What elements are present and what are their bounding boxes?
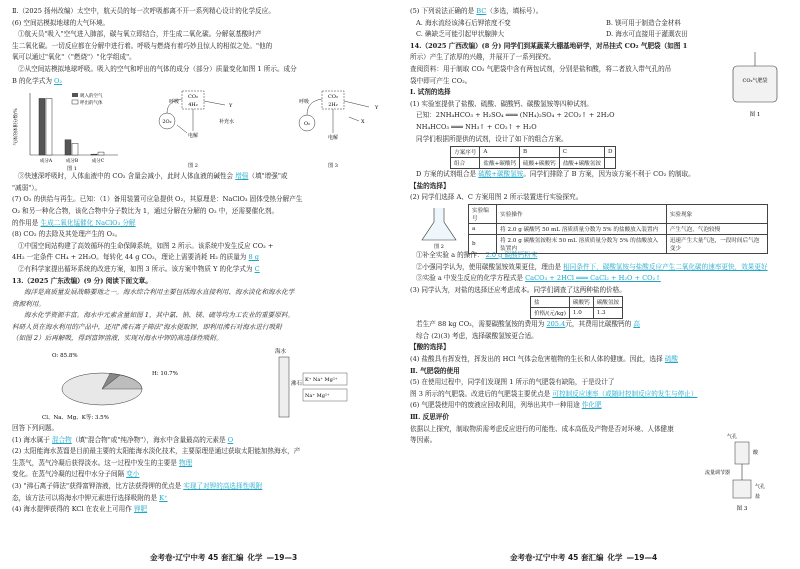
legend-swatch-2 bbox=[72, 100, 78, 104]
text-line: 查阅资料：用于制取 CO₂ 气肥袋中含有两包试剂，分别是盐和酸，将二者放入带气孔的吊 bbox=[410, 64, 672, 73]
bar-chart bbox=[12, 87, 122, 171]
text-line: (3) 同学认为，对盐的选择还应考虑成本。同学们调查了这两种盐的价格。 bbox=[410, 285, 626, 294]
cycle-diagram-2 bbox=[137, 87, 257, 171]
article-line: 科研人员在海水利用的产品中，还用"沸石离子筛法"海水提取钾，即利用沸石对海水进行吸附 bbox=[12, 322, 282, 331]
figure-caption: 图 3 bbox=[328, 163, 338, 170]
bar-成分B-呼出的气体 bbox=[72, 144, 78, 156]
svg-text:电解: 电解 bbox=[327, 135, 339, 142]
text-line: 的作用是 生成二氧化锰催化 NaClO₃ 分解 bbox=[12, 218, 136, 227]
text-line: 依据以上探究，制取物质需考虑反应进行的可能性、成本高低及产物是否对环境、人体健康 bbox=[410, 424, 674, 433]
svg-text:呼吸: 呼吸 bbox=[169, 99, 180, 106]
figure-caption: 图 1 bbox=[67, 166, 77, 172]
text-line: 变化。在蒸气冷凝的过程中水分子间隔 变小 bbox=[12, 470, 140, 479]
svg-text:补充水: 补充水 bbox=[219, 119, 235, 126]
answer: 8 g bbox=[248, 253, 260, 262]
text-line: ①航天员"吸入"空气进入肺部，碳与氧立即结合，并生成二氧化碳。分解氨基酸时产 bbox=[18, 30, 262, 39]
article-line: 海洋是高质量发展战略要地之一。海水综合利用主要包括海水直接利用、海水淡化和海水化学 bbox=[24, 288, 295, 297]
text-line: (2) 同学们选择 A、C 方案用图 2 所示装置进行实验探究。 bbox=[410, 193, 583, 202]
svg-text:CO₂: CO₂ bbox=[328, 94, 338, 101]
equation-line: NH₄HCO₃ ═══ NH₃↑ + CO₂↑ + H₂O bbox=[416, 122, 537, 131]
price-table: 盐 碳酸钙 碳酸氢铵 价格/(元/kg) 1.0 1.3 bbox=[530, 296, 623, 319]
svg-text:气孔: 气孔 bbox=[755, 484, 766, 490]
article-figures bbox=[12, 345, 390, 423]
svg-text:Y: Y bbox=[375, 105, 379, 112]
text-line: ③快速深呼吸时，人体血液中的 CO₂ 含量会减小，此时人体血液的碱性会 增强（填"增强"或 bbox=[18, 172, 288, 181]
figure-caption: 图 2 bbox=[188, 163, 198, 170]
text-line: 图 3 所示的气肥袋。改进后的气肥袋主要优点是 可控制反应速率（或随时控制反应的发生与停止） bbox=[410, 389, 698, 398]
answer: 生成二氧化锰催化 NaClO₃ 分解 bbox=[40, 218, 136, 227]
svg-text:K⁺ Na⁺ Mg²⁺: K⁺ Na⁺ Mg²⁺ bbox=[305, 377, 338, 384]
text-line: 生二氧化碳。一切反应都在分解中进行着。呼吸与燃烧有着巧妙且惊人的相似之处。"他的 bbox=[12, 41, 273, 50]
svg-text:海水: 海水 bbox=[275, 349, 287, 356]
figure-caption: 图 1 bbox=[749, 112, 761, 118]
answer: C bbox=[254, 264, 260, 273]
text-line: "减弱"）。 bbox=[12, 183, 42, 192]
equation-line: 已知：2NH₄HCO₃ + H₂SO₄ ═══ (NH₄)₂SO₄ + 2CO₂↑ + 2H₂O bbox=[416, 111, 615, 120]
article-line: （如图 2）后再解吸，得到富钾溶液，实现对海水中钾的高选择性吸附。 bbox=[12, 334, 223, 343]
pie-chart bbox=[12, 345, 212, 423]
svg-text:X: X bbox=[361, 119, 365, 126]
text-line: (1) 实验室提供了盐酸、硫酸、碳酸钙、碳酸氢铵等四种试剂。 bbox=[410, 99, 593, 108]
text-line: (3) "沸石离子筛法"获得富钾溶液，比方法获得钾的优点是 实现了对钾的高选择性吸附 bbox=[12, 482, 263, 491]
text-line: O₂ 和另一种化合物，该化合物中分子数比为 1，通过分解在分解的 O₂ 中，还需要催化剂。 bbox=[12, 206, 279, 215]
text-line: B 的化学式为 O₂ bbox=[12, 76, 63, 85]
zeolite-diagram bbox=[227, 345, 377, 423]
text-line: (7) O₂ 的供给与再生。已知：（1）备用装置可应急提供 O₂，其原理是：NaClO₃ 固体受热分解产生 bbox=[12, 195, 303, 204]
flask-figure bbox=[414, 204, 464, 250]
text-line: 态，该方法可以将海水中钾元素进行选择吸附的是 K⁺ bbox=[12, 493, 168, 502]
svg-text:呼吸: 呼吸 bbox=[299, 99, 310, 106]
article-line: 海水化学资源丰富。海水中元素含量如图 1，其中氯、钠、镁、硫等均为工农业的重要原料。 bbox=[24, 311, 295, 320]
question-heading: 13.（2025 广东改编）(9 分) 阅读下面文章。 bbox=[12, 276, 152, 285]
svg-text:电解: 电解 bbox=[187, 133, 199, 140]
pie-label-o: O: 85.8% bbox=[52, 353, 78, 360]
scheme-table: 方案序号 A B C D 组合 盐酸+碳酸钙 硫酸+碳酸钙 盐酸+碳酸氢铵 bbox=[450, 146, 616, 169]
text-line: ③实验 a 中发生反应的化学方程式是 CaCO₃ + 2HCl ═══ CaCl₂ + H₂O + CO₂↑ bbox=[416, 274, 661, 283]
question-heading: 14.（2025 广西改编）(8 分) 同学们到某蔬菜大棚基地研学，对吊挂式 CO₂ 气肥袋（如图 1 bbox=[410, 41, 688, 50]
text-line: (2) 太阳能海水蒸馏是目前最主要的太阳能海水淡化技术，主要原理是通过获取太阳能加热海水，产 bbox=[12, 447, 301, 456]
svg-text:沸石: 沸石 bbox=[291, 381, 303, 388]
option-line: A. 海水流经该沸石后钾浓度不变 B. 镁可用于制造合金材料 bbox=[416, 18, 681, 27]
bar-成分B-吸入的空气 bbox=[65, 140, 71, 155]
text-line: 回答下列问题。 bbox=[12, 424, 59, 433]
text-line: ②小强同学认为，使用碳酸氢铵效果更佳，理由是 相同条件下，碳酸氢铵与盐酸反应产生二氧化碳的速率更快，效果更好 bbox=[416, 262, 768, 271]
legend-swatch-1 bbox=[72, 93, 78, 97]
page-footer: 金考卷·辽宁中考 45 套汇编 化学 —19—3 bbox=[150, 553, 298, 562]
pie-label-other: Cl、Na、Mg、K等: 3.5% bbox=[42, 415, 109, 422]
text-line: ①补全实验 a 的操作： 2.0 g 碳酸钙粉末 bbox=[416, 250, 538, 259]
improved-bag-figure bbox=[705, 430, 785, 515]
y-axis-label: 气体的体积分数/% bbox=[14, 108, 19, 146]
svg-text:酸: 酸 bbox=[753, 450, 759, 456]
answer: O₂ bbox=[54, 76, 63, 85]
legend-2: 呼出的气体 bbox=[80, 101, 103, 107]
text-line: 4H₂ 一定条件 CH₄ + 2H₂O。每转化 44 g CO₂，理论上需要消耗 H₂ 的质量为 8 g bbox=[12, 253, 260, 262]
gas-bag-figure bbox=[725, 52, 785, 122]
tick-label: 成分B bbox=[65, 159, 79, 165]
pie-label-h: H: 10.7% bbox=[152, 371, 178, 378]
section-heading: 【盐的选择】 bbox=[410, 181, 450, 190]
text-line: 生蒸气，蒸气冷凝后获得淡水。这一过程中发生的主要是 物理 bbox=[12, 458, 193, 467]
tick-label: 成分A bbox=[39, 159, 53, 165]
svg-text:CO₂气肥袋: CO₂气肥袋 bbox=[742, 78, 768, 84]
bar-成分A-呼出的气体 bbox=[46, 99, 52, 156]
option-line: C. 碘缺乏可能引起甲状腺肿大 D. 海水可直接用于灌溉农田 bbox=[416, 30, 688, 39]
text-line: 氧可以通过"氧化"（"燃烧"）"化学组成"。 bbox=[12, 53, 136, 62]
text-line: Ⅱ.（2025 扬州改编）太空中，航天员的每一次呼吸都离不开一系列精心设计的化学反应。 bbox=[12, 7, 275, 15]
bar-成分C-吸入的空气 bbox=[91, 154, 97, 155]
svg-text:2O₂: 2O₂ bbox=[162, 119, 172, 126]
svg-text:Y: Y bbox=[229, 103, 233, 110]
text-line: (6) 空间站模拟地球的大气环境。 bbox=[12, 18, 110, 27]
text-line: 所示）产生了浓厚的兴趣，并展开了一系列探究。 bbox=[410, 53, 556, 62]
figure-caption: 图 3 bbox=[736, 506, 748, 512]
right-page bbox=[400, 0, 800, 569]
text-line: ②有科学家提出循环系统的改进方案，如图 3 所示。该方案中物质 Y 的化学式为 C bbox=[18, 264, 260, 273]
svg-text:盐: 盐 bbox=[755, 494, 761, 500]
svg-text:气孔: 气孔 bbox=[727, 434, 738, 440]
svg-text:CO₂: CO₂ bbox=[188, 94, 198, 101]
experiment-area bbox=[410, 204, 788, 250]
tick-label: 成分C bbox=[91, 159, 105, 165]
bar-成分A-吸入的空气 bbox=[39, 99, 45, 156]
article-line: 资源利用。 bbox=[12, 299, 45, 308]
text-line: (4) 盐酸具有挥发性，挥发出的 HCl 气体会危害植物的生长和人体的健康。因此，选择 硫酸 bbox=[410, 355, 679, 364]
section-heading: Ⅲ. 反思评价 bbox=[410, 413, 449, 422]
svg-text:4H₂: 4H₂ bbox=[188, 102, 198, 109]
cycle-diagram-3 bbox=[277, 87, 397, 171]
text-line: (4) 海水提钾获得的 KCl 在农业上可用作 钾肥 bbox=[12, 505, 148, 514]
experiment-table: 实验编号 实验操作 实验现象 a 将 2.0 g 碳酸钙 50 mL 溶质质量分数为 5% 的盐酸放入装置内 产生气泡，气泡较慢 b 将 2.0 g 碳酸氢铵粉末 50 mL 溶质质量分数为 5% 的盐酸放入装置内 迅速产生大量气泡，一段时间后气泡变少 bbox=[468, 204, 768, 254]
figure-caption: 图 2 bbox=[434, 243, 444, 250]
text-line: (8) CO₂ 的去除及其处理产生的 O₂。 bbox=[12, 230, 122, 239]
text-line: (5) 在使用过程中，同学们发现图 1 所示的气肥袋有缺陷，于是设计了 bbox=[410, 378, 615, 387]
text-line: (5) 下列说法正确的是 BC（多选，填标号）。 bbox=[410, 7, 543, 15]
svg-text:流量调节器: 流量调节器 bbox=[705, 470, 731, 476]
section-heading: 【酸的选择】 bbox=[410, 343, 450, 352]
legend-1: 吸入的空气 bbox=[80, 94, 103, 100]
bar-成分C-呼出的气体 bbox=[98, 152, 104, 155]
text-line: 综合 (2)(3) 考虑，选择碳酸氢铵更合适。 bbox=[416, 331, 538, 340]
text-line: 若生产 88 kg CO₂，需要碳酸氢铵的费用为 205.4元，其费用比碳酸钙的 高 bbox=[416, 320, 640, 329]
text-line: (6) 气肥袋使用中的废液应回收利用，列举出其中一种用途 作化肥 bbox=[410, 401, 602, 410]
text-line: (1) 海水属于 混合物（填"混合物"或"纯净物"），海水中含量最高的元素是 O bbox=[12, 435, 234, 444]
text-line: ①中国空间站构建了高效循环的生命保障系统，如图 2 所示。该系统中发生反应 CO₂ + bbox=[18, 241, 274, 250]
text-line: D 方案的试剂组合是 硫酸+碳酸氢铵。同学们排除了 B 方案，因为该方案不利于 CO₂ 的制取。 bbox=[416, 170, 695, 179]
text-line: 等因素。 bbox=[410, 436, 437, 445]
page-footer: 金考卷·辽宁中考 45 套汇编 化学 —19—4 bbox=[510, 553, 658, 562]
figures-row bbox=[12, 87, 390, 171]
svg-text:O₂: O₂ bbox=[303, 121, 311, 128]
section-heading: Ⅱ. 气肥袋的使用 bbox=[410, 366, 460, 375]
svg-text:Na⁺ Mg²⁺: Na⁺ Mg²⁺ bbox=[305, 393, 330, 400]
text-line: 同学们根据所提供的试剂，设计了如下的组合方案。 bbox=[416, 134, 568, 143]
answer: 增强 bbox=[235, 172, 249, 181]
text-line: ②从空间站模拟地球呼吸。吸入的空气和呼出的气体的成分（部分）质量变化如图 1 所示。成分 bbox=[18, 64, 297, 73]
text-line: 袋中即可产生 CO₂。 bbox=[410, 76, 472, 85]
svg-text:2H₂: 2H₂ bbox=[328, 102, 338, 109]
section-heading: Ⅰ. 试剂的选择 bbox=[410, 88, 451, 97]
